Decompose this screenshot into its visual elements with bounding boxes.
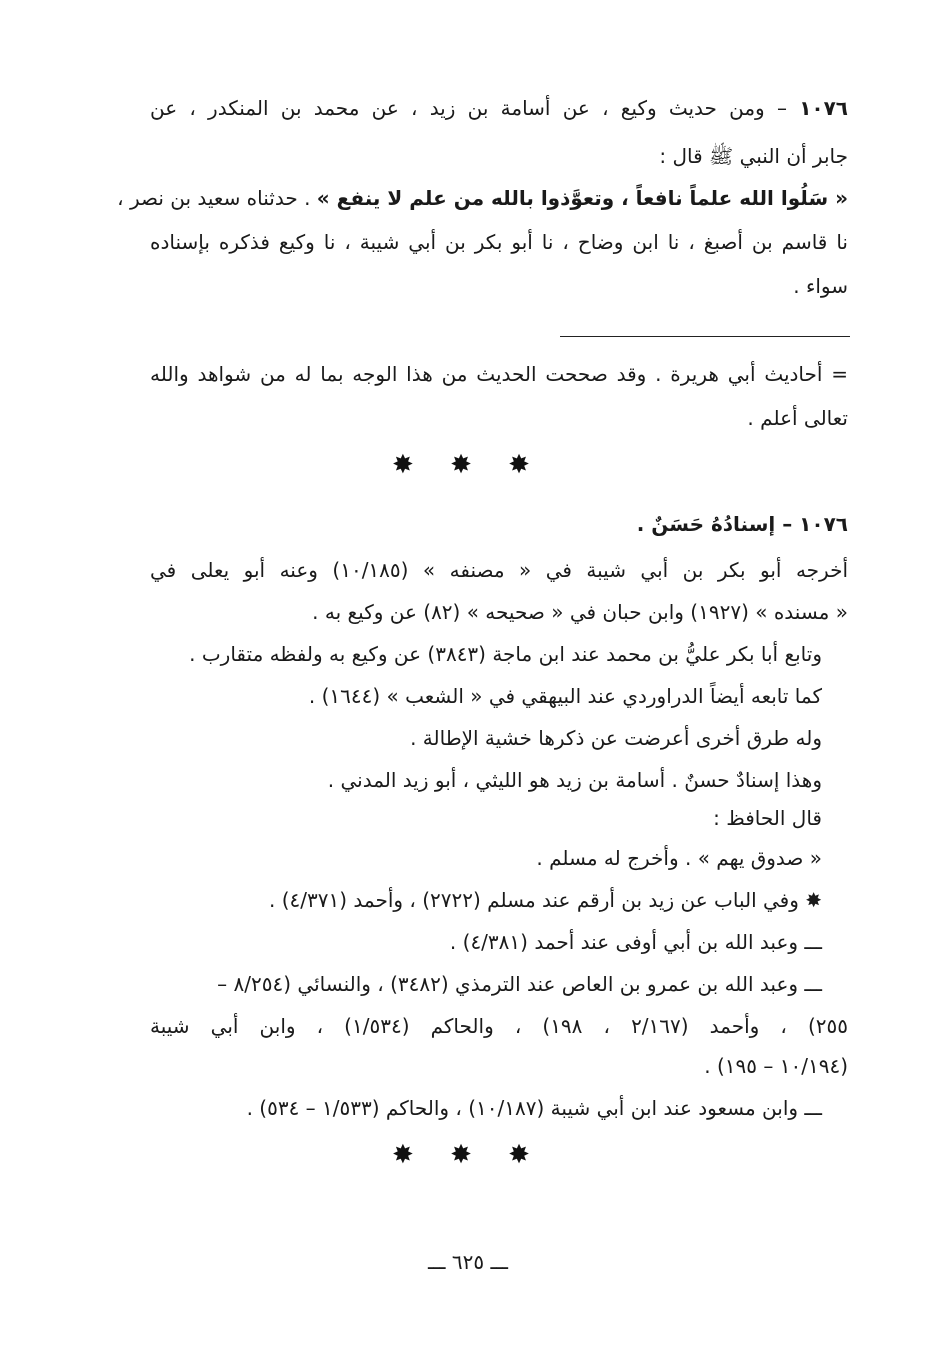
commentary-line: « صدوق يهم » . وأخرج له مسلم . (536, 846, 822, 870)
page-number: ـــ ٦٢٥ ـــ (427, 1250, 509, 1274)
commentary-line: ـــ وعبد الله بن أبي أوفى عند أحمد (٤/٣٨١) . (449, 930, 822, 954)
commentary-line: وتابع أبا بكر عليُّ بن محمد عند ابن ماجة (٣٨٤٣) عن وكيع به ولفظه متقارب . (189, 642, 822, 666)
hadith-line-3-rest: . حدثناه سعيد بن نصر ، (117, 186, 311, 210)
hadith-line-4: نا قاسم بن أصبغ ، نا ابن وضاح ، نا أبو بكر بن أبي شيبة ، نا وكيع فذكره بإسناده (150, 230, 848, 254)
hadith-number: ١٠٧٦ (799, 96, 849, 120)
commentary-block (150, 0, 848, 1130)
footnote-line-2: تعالى أعلم . (747, 406, 848, 430)
hadith-line-1-text: – ومن حديث وكيع ، عن أسامة بن زيد ، عن محمد بن المنكدر ، عن (150, 96, 787, 120)
commentary-line: ✸ وفي الباب عن زيد بن أرقم عند مسلم (٢٧٢٢) ، وأحمد (٤/٣٧١) . (269, 888, 822, 912)
commentary-line: كما تابعه أيضاً الدراوردي عند البيهقي في « الشعب » (١٦٤٤) . (308, 684, 822, 708)
separator-stars-1: ✸ ✸ ✸ (392, 450, 544, 480)
hadith-line-2: جابر أن النبي ﷺ قال : (659, 144, 848, 168)
commentary-line: أخرجه أبو بكر بن أبي شيبة في « مصنفه » (١٠/١٨٥) وعنه أبو يعلى في (150, 558, 848, 582)
commentary-line: (١٠/١٩٤ – ١٩٥) . (704, 1054, 848, 1078)
hadith-line-5: سواء . (793, 274, 848, 298)
footnote-line-1: = أحاديث أبي هريرة . وقد صححت الحديث من هذا الوجه بما له من شواهد والله (150, 362, 848, 386)
commentary-line: ـــ وابن مسعود عند ابن أبي شيبة (١٠/١٨٧) ، والحاكم (١/٥٣٣ – ٥٣٤) . (246, 1096, 822, 1120)
commentary-line: ـــ وعبد الله بن عمرو بن العاص عند الترمذي (٣٤٨٢) ، والنسائي (٨/٢٥٤ – (217, 972, 822, 996)
commentary-line: وهذا إسنادٌ حسنٌ . أسامة بن زيد هو الليثي ، أبو زيد المدني . (327, 768, 822, 792)
commentary-line: وله طرق أخرى أعرضت عن ذكرها خشية الإطالة . (410, 726, 822, 750)
separator-stars-2: ✸ ✸ ✸ (392, 1140, 544, 1170)
commentary-line: « مسنده » (١٩٢٧) وابن حبان في « صحيحه » (٨٢) عن وكيع به . (312, 600, 848, 624)
commentary-line: قال الحافظ : (713, 806, 822, 830)
commentary-heading: ١٠٧٦ – إسنادُهُ حَسَنٌ . (636, 512, 848, 536)
commentary-line: ٢٥٥) ، وأحمد (٢/١٦٧ ، ١٩٨) ، والحاكم (١/٥٣٤) ، وابن أبي شيبة (150, 1014, 848, 1038)
hadith-matn: « سَلُوا الله علماً نافعاً ، وتعوَّذوا بالله من علم لا ينفع » (316, 186, 848, 210)
